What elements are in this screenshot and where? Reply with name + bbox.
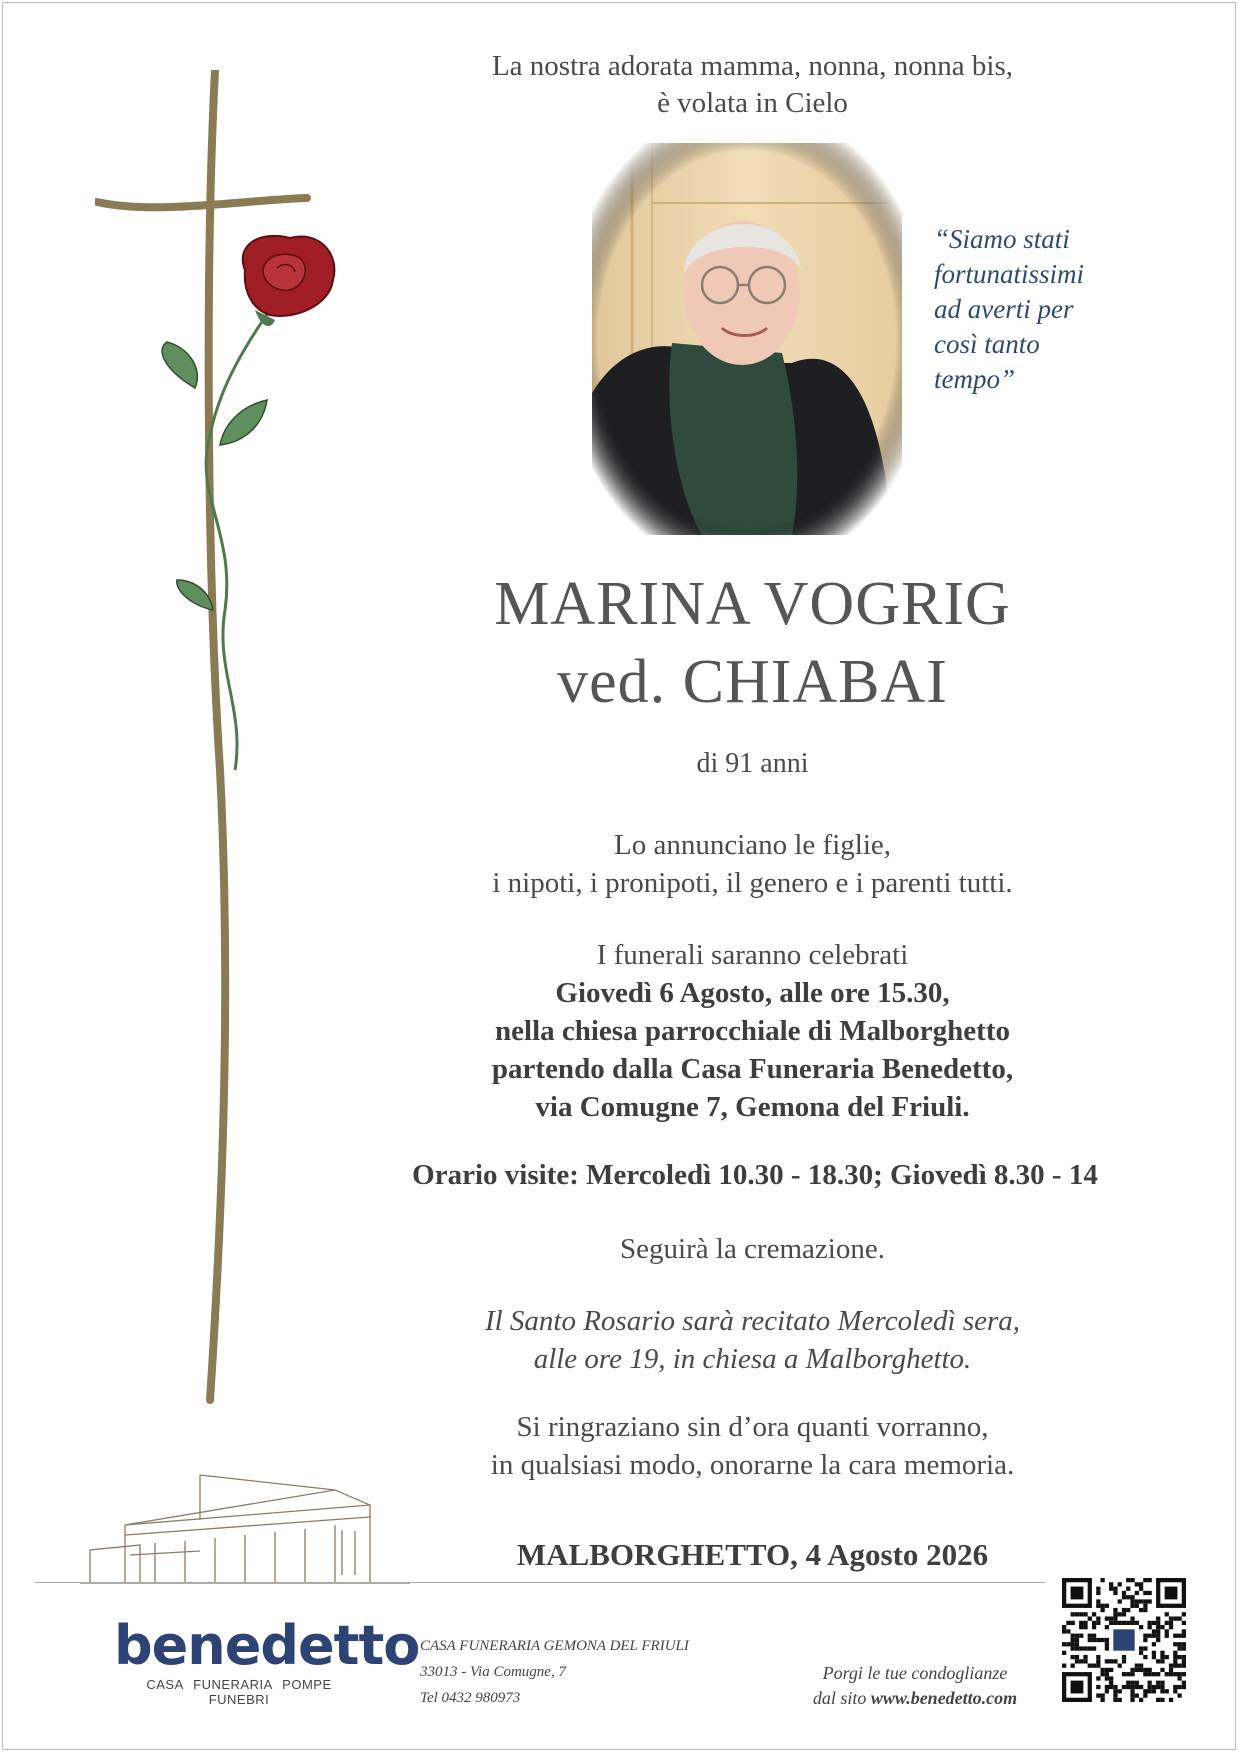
portrait-photo — [592, 143, 902, 535]
intro-line-1: La nostra adorata mamma, nonna, nonna bis, — [491, 50, 1014, 82]
qr-code-icon[interactable] — [1062, 1578, 1186, 1702]
funeral-line-1: Giovedì 6 Agosto, alle ore 15.30, — [555, 977, 950, 1009]
rose-cross-illustration — [95, 70, 375, 1410]
address-line-3: Tel 0432 980973 — [420, 1690, 521, 1706]
thanks-line-2: in qualsiasi modo, onorarne la cara memoria. — [490, 1449, 1015, 1481]
place-date: MALBORGHETTO, 4 Agosto 2026 — [516, 1537, 989, 1572]
deceased-age: di 91 anni — [696, 748, 809, 779]
address-line-2: 33013 - Via Comugne, 7 — [420, 1664, 566, 1680]
cremation-note: Seguirà la cremazione. — [620, 1233, 885, 1265]
rosary-line-1: Il Santo Rosario sarà recitato Mercoledì sera, — [484, 1305, 1021, 1337]
brand-wordmark: benedetto — [114, 1614, 420, 1677]
funeral-home-address — [420, 1633, 689, 1711]
funeral-details — [330, 936, 1175, 1126]
married-name-line: ved. CHIABAI — [557, 648, 948, 716]
funeral-intro: I funerali saranno celebrati — [596, 939, 909, 971]
quote-text — [934, 222, 1104, 397]
cross-horizontal — [97, 198, 307, 207]
funeral-line-2: nella chiesa parrocchiale di Malborghetto — [495, 1015, 1010, 1047]
rose-leaf-3 — [177, 580, 213, 610]
rosary-line-2: alle ore 19, in chiesa a Malborghetto. — [533, 1343, 972, 1375]
condolence-line-1: Porgi le tue condoglianze — [822, 1663, 1008, 1683]
funeral-line-3: partendo dalla Casa Funeraria Benedetto, — [491, 1053, 1014, 1085]
visiting-hours: Orario visite: Mercoledì 10.30 - 18.30; Giovedì 8.30 - 14 — [412, 1159, 1098, 1191]
name-line: MARINA VOGRIG — [494, 570, 1011, 638]
quote-line-3: ad averti per — [934, 294, 1074, 324]
funeral-line-4: via Comugne 7, Gemona del Friuli. — [535, 1091, 970, 1123]
intro-line-2: è volata in Cielo — [657, 87, 848, 119]
brand-logo — [114, 1614, 420, 1707]
quote-line-2: fortunatissimi — [934, 259, 1085, 289]
condolence-website-link[interactable]: www.benedetto.com — [870, 1688, 1018, 1708]
building-illustration — [80, 1465, 410, 1590]
intro-text — [330, 48, 1175, 122]
quote-line-4: così tanto — [934, 329, 1040, 359]
cross-vertical — [209, 70, 226, 1400]
rosary-note — [330, 1302, 1175, 1378]
rose-leaf-2 — [220, 400, 267, 445]
address-line-1: CASA FUNERARIA GEMONA DEL FRIULI — [420, 1638, 689, 1654]
brand-subtitle: CASA FUNERARIA POMPE FUNEBRI — [146, 1677, 332, 1707]
announcement — [330, 826, 1175, 902]
rose-leaf-1 — [162, 342, 197, 388]
announcement-line-2: i nipoti, i pronipoti, il genero e i parenti tutti. — [492, 867, 1013, 899]
thanks-line-1: Si ringraziano sin d’ora quanti vorranno, — [516, 1411, 989, 1443]
quote-line-1: “Siamo stati — [934, 224, 1070, 254]
footer-divider — [35, 1582, 1045, 1583]
quote-line-5: tempo” — [934, 364, 1015, 394]
announcement-line-1: Lo annunciano le figlie, — [613, 829, 891, 861]
thanks-note — [330, 1408, 1175, 1484]
deceased-name — [330, 565, 1175, 721]
condolence-prefix: dal sito — [812, 1688, 871, 1708]
condolences-note — [790, 1661, 1040, 1711]
rose-bloom — [243, 236, 335, 326]
